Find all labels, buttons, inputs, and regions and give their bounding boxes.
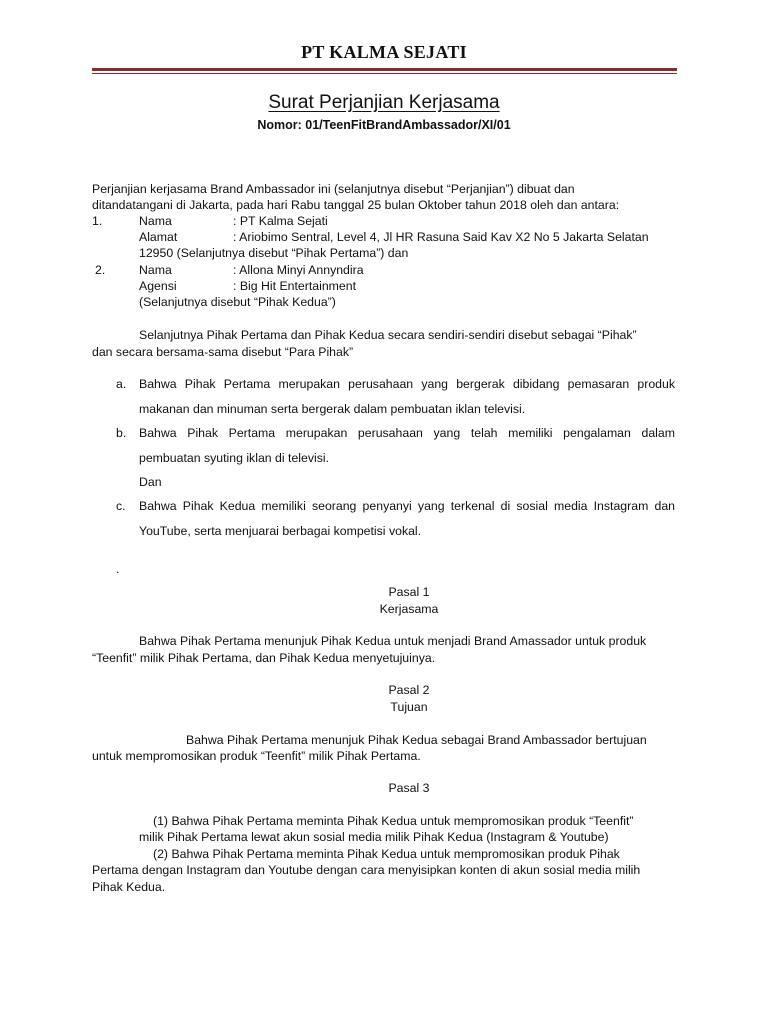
pasal-heading: Pasal 2: [388, 683, 430, 697]
document-title: Surat Perjanjian Kerjasama: [268, 92, 500, 113]
pasal-text-line: Bahwa Pihak Pertama menunjuk Pihak Kedua sebagai Brand Ambassador bertujuan: [186, 733, 647, 747]
party-field-value: : Big Hit Entertainment: [233, 279, 357, 293]
pasal-text-line: untuk mempromosikan produk “Teenfit” milik Pihak Pertama.: [92, 749, 421, 763]
party-field-label: Nama: [139, 263, 172, 277]
recital-label: c.: [116, 499, 126, 513]
party-field-label: Nama: [139, 214, 172, 228]
party-field-label: Agensi: [139, 279, 177, 293]
recital-conjunction: Dan: [139, 475, 162, 489]
party-number: 1.: [92, 214, 103, 228]
pasal-text-line: “Teenfit” milik Pihak Pertama, dan Pihak Kedua menyetujuinya.: [92, 651, 436, 665]
document-number: Nomor: 01/TeenFitBrandAmbassador/XI/01: [257, 118, 511, 132]
pasal-subheading: Kerjasama: [379, 602, 439, 616]
recital-label: a.: [116, 377, 127, 391]
party-field-continuation: 12950 (Selanjutnya disebut “Pihak Pertama”) dan: [139, 246, 409, 260]
pasal-text-line: (1) Bahwa Pihak Pertama meminta Pihak Kedua untuk mempromosikan produk “Teenfit”: [153, 814, 634, 828]
recital-line: Bahwa Pihak Pertama merupakan perusahaan yang bergerak dibidang pemasaran produk: [139, 377, 675, 391]
pasal-subheading: Tujuan: [390, 700, 428, 714]
party-field-value: : Allona Minyi Annyndira: [233, 263, 364, 277]
intro-line: ditandatangani di Jakarta, pada hari Rabu tanggal 25 bulan Oktober tahun 2018 oleh dan antara:: [92, 198, 620, 212]
paragraph-line: dan secara bersama-sama disebut “Para Pihak”: [92, 345, 354, 359]
paragraph-line: Selanjutnya Pihak Pertama dan Pihak Kedua secara sendiri-sendiri disebut sebagai “Pihak”: [139, 328, 637, 342]
party-field-label: Alamat: [139, 230, 178, 244]
stray-dot: .: [116, 562, 120, 576]
pasal-heading: Pasal 1: [388, 585, 430, 599]
intro-line: Perjanjian kerjasama Brand Ambassador ini (selanjutnya disebut “Perjanjian”) dibuat dan: [92, 182, 575, 196]
party-number: 2.: [95, 263, 106, 277]
party-field-value: : Ariobimo Sentral, Level 4, Jl HR Rasuna Said Kav X2 No 5 Jakarta Selatan: [233, 230, 649, 244]
pasal-text-line: Bahwa Pihak Pertama menunjuk Pihak Kedua untuk menjadi Brand Amassador untuk produk: [139, 634, 647, 648]
header-divider-thin: [92, 73, 677, 74]
pasal-text-line: Pihak Kedua.: [92, 880, 166, 894]
pasal-text-line: Pertama dengan Instagram dan Youtube dengan cara menyisipkan konten di akun sosial media milih: [92, 863, 641, 877]
party-field-continuation: (Selanjutnya disebut “Pihak Kedua”): [139, 295, 336, 309]
recital-line: makanan dan minuman serta bergerak dalam pembuatan iklan televisi.: [139, 402, 526, 416]
recital-line: Bahwa Pihak Kedua memiliki seorang penyanyi yang terkenal di sosial media Instagram dan: [139, 499, 675, 513]
company-name: PT KALMA SEJATI: [301, 42, 467, 62]
recital-line: YouTube, serta menjuarai berbagai kompetisi vokal.: [139, 524, 422, 538]
recital-label: b.: [116, 426, 127, 440]
recital-line: Bahwa Pihak Pertama merupakan perusahaan yang telah memiliki pengalaman dalam: [139, 426, 675, 440]
header-divider: [92, 68, 677, 71]
pasal-heading: Pasal 3: [388, 781, 430, 795]
pasal-text-line: (2) Bahwa Pihak Pertama meminta Pihak Kedua untuk mempromosikan produk Pihak: [153, 847, 620, 861]
pasal-text-line: milik Pihak Pertama lewat akun sosial media milik Pihak Kedua (Instagram & Youtube): [139, 830, 609, 844]
party-field-value: : PT Kalma Sejati: [233, 214, 328, 228]
recital-line: pembuatan syuting iklan di televisi.: [139, 451, 330, 465]
